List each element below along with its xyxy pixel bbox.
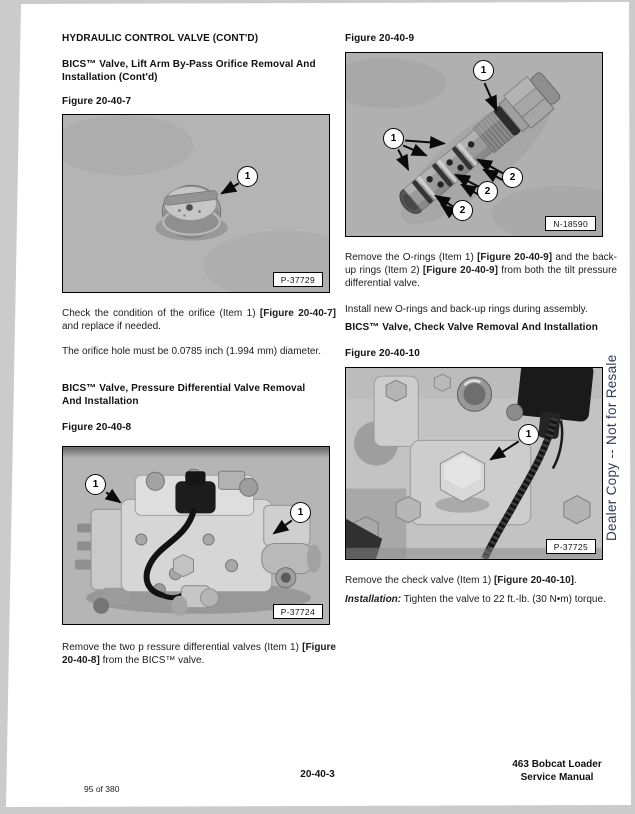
dealer-copy-watermark: Dealer Copy -- Not for Resale bbox=[604, 354, 619, 541]
figure-reference: [Figure 20-40-10] bbox=[493, 575, 574, 586]
orifice-plug-photo-art bbox=[63, 115, 329, 292]
figure-20-40-7-photo bbox=[62, 114, 330, 293]
paragraph-text: Remove the two p ressure differential valves (Item 1) bbox=[62, 642, 303, 653]
figure-caption-20-40-9: Figure 20-40-9 bbox=[345, 33, 415, 44]
photo-id-label: N-18590 bbox=[545, 216, 596, 231]
footer-sheet-number: 95 of 380 bbox=[84, 784, 120, 794]
paragraph-text: Remove the check valve (Item 1) bbox=[345, 575, 494, 586]
paragraph-text: . bbox=[573, 575, 577, 586]
paragraph-remove-orings bbox=[345, 251, 617, 291]
section-heading: HYDRAULIC CONTROL VALVE (CONT'D) bbox=[62, 33, 259, 44]
figure-20-40-10-photo bbox=[345, 367, 603, 560]
paragraph-check-orifice bbox=[62, 307, 336, 333]
figure-reference: [Figure 20-40-9] bbox=[477, 252, 553, 263]
callout-2-badge: 2 bbox=[477, 181, 498, 202]
paragraph-text: Tighten the valve to 22 ft.-lb. (30 N•m) torque. bbox=[401, 594, 606, 605]
paragraph-text: Check the condition of the orifice (Item 1) bbox=[62, 308, 260, 319]
photo-id-label: P-37724 bbox=[273, 604, 323, 619]
callout-1-badge: 1 bbox=[473, 60, 494, 81]
figure-caption-20-40-7: Figure 20-40-7 bbox=[62, 96, 132, 107]
paragraph-text: from both the tilt pressure differential valve. bbox=[345, 265, 617, 290]
check-valve-photo-art bbox=[346, 368, 602, 559]
figure-reference: [Figure 20-40-7] bbox=[259, 308, 336, 319]
photo-id-label: P-37725 bbox=[546, 539, 596, 554]
paragraph-text: and the back-up rings (Item 2) bbox=[345, 252, 617, 277]
subheading-bypass-orifice-line1: BICS™ Valve, Lift Arm By-Pass Orifice Removal And bbox=[62, 59, 316, 70]
footer-page-code: 20-40-3 bbox=[300, 769, 335, 780]
figure-reference: [Figure 20-40-9] bbox=[422, 265, 498, 277]
subheading-pressure-differential-line1: BICS™ Valve, Pressure Differential Valve Removal bbox=[62, 383, 306, 394]
callout-1-badge: 1 bbox=[290, 502, 311, 523]
callout-1-badge: 1 bbox=[518, 424, 539, 445]
installation-label: Installation: bbox=[345, 594, 402, 605]
subheading-check-valve: BICS™ Valve, Check Valve Removal And Installation bbox=[345, 322, 598, 333]
photo-id-label: P-37729 bbox=[273, 272, 323, 287]
callout-1-badge: 1 bbox=[383, 128, 404, 149]
paragraph-text: and replace if needed. bbox=[62, 321, 161, 333]
subheading-bypass-orifice-line2: Installation (Cont'd) bbox=[62, 72, 158, 83]
paragraph-installation-torque bbox=[345, 593, 617, 606]
figure-20-40-9-photo bbox=[345, 52, 603, 237]
paragraph-remove-pressure-valves bbox=[62, 641, 336, 667]
subheading-pressure-differential-line2: And Installation bbox=[62, 396, 139, 407]
figure-20-40-8-photo bbox=[62, 446, 330, 625]
figure-caption-20-40-8: Figure 20-40-8 bbox=[62, 422, 132, 433]
callout-2-badge: 2 bbox=[452, 200, 473, 221]
callout-1-badge: 1 bbox=[85, 474, 106, 495]
callout-1-badge: 1 bbox=[237, 166, 258, 187]
footer-manual-line2: Service Manual bbox=[520, 772, 594, 783]
paragraph-orifice-size: The orifice hole must be 0.0785 inch (1.994 mm) diameter. bbox=[62, 346, 322, 357]
paragraph-remove-check-valve bbox=[345, 574, 617, 587]
paragraph-install-orings: Install new O-rings and back-up rings during assembly. bbox=[345, 304, 588, 315]
callout-2-badge: 2 bbox=[502, 167, 523, 188]
footer-manual-title bbox=[497, 758, 617, 784]
paragraph-text: from the BICS™ valve. bbox=[99, 655, 205, 667]
figure-caption-20-40-10: Figure 20-40-10 bbox=[345, 348, 420, 359]
figure-reference: [Figure 20-40-8] bbox=[62, 642, 336, 667]
paragraph-text: Remove the O-rings (Item 1) bbox=[345, 252, 478, 263]
footer-manual-line1: 463 Bobcat Loader bbox=[512, 759, 602, 770]
valve-assembly-photo-art bbox=[63, 447, 329, 624]
